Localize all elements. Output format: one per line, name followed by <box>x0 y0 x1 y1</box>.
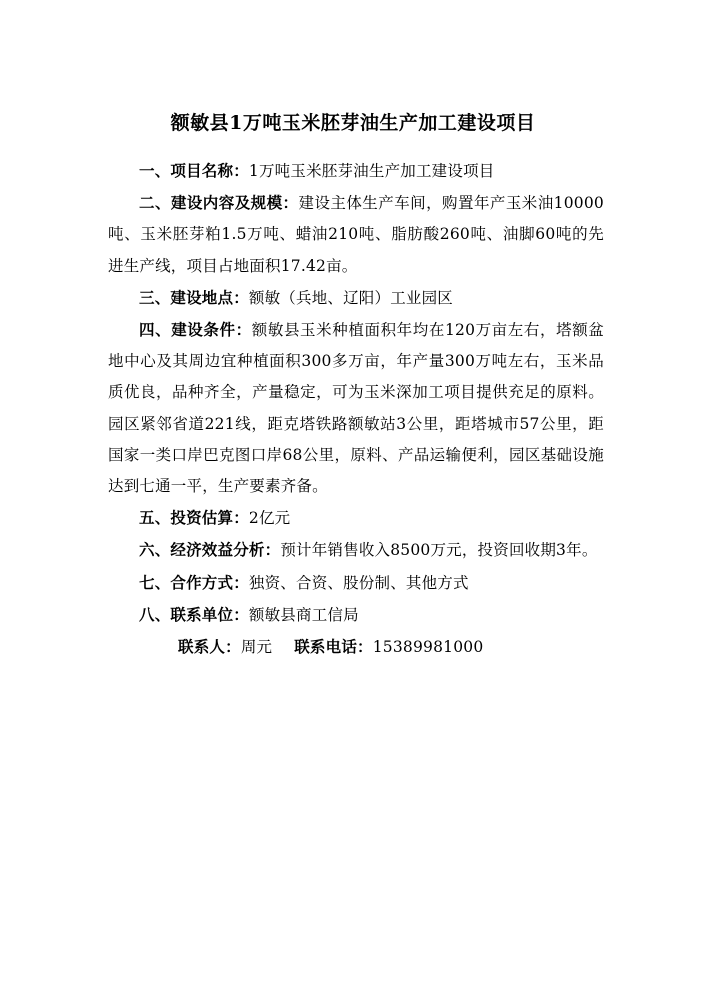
section-text: 额敏县商工信局 <box>248 605 359 624</box>
contact-person: 周元 <box>240 638 273 657</box>
section-text: 2亿元 <box>248 509 291 528</box>
contact-phone-label: 联系电话： <box>294 637 373 657</box>
section-label: 七、合作方式： <box>139 572 249 592</box>
section-text: 建设主体生产车间，购置年产玉米油10000吨、玉米胚芽粕1.5万吨、蜡油210吨、脂肪酸260吨、油脚60吨的先进生产线，项目占地面积17.42亩。 <box>108 194 604 275</box>
contact-line <box>108 631 604 663</box>
section-benefit-analysis <box>108 534 604 566</box>
contact-person-label: 联系人： <box>178 637 241 657</box>
section-construction-scale <box>108 187 604 282</box>
section-project-name <box>108 155 604 187</box>
section-location <box>108 282 604 314</box>
section-text: 1万吨玉米胚芽油生产加工建设项目 <box>248 162 495 180</box>
document-body <box>108 155 604 663</box>
section-text: 预计年销售收入8500万元，投资回收期3年。 <box>280 541 598 560</box>
section-label: 四、建设条件： <box>139 320 252 340</box>
section-investment <box>108 502 604 534</box>
section-label: 二、建设内容及规模： <box>139 193 299 213</box>
section-label: 六、经济效益分析： <box>139 540 281 560</box>
section-label: 八、联系单位： <box>139 604 249 624</box>
contact-phone: 15389981000 <box>372 638 484 657</box>
section-cooperation <box>108 567 604 599</box>
document-title: 额敏县1万吨玉米胚芽油生产加工建设项目 <box>170 112 536 134</box>
section-text: 独资、合资、股份制、其他方式 <box>248 573 469 592</box>
section-contact-unit <box>108 599 604 631</box>
section-label: 一、项目名称： <box>139 161 249 180</box>
section-label: 三、建设地点： <box>139 287 249 307</box>
section-label: 五、投资估算： <box>139 508 249 528</box>
section-text: 额敏（兵地、辽阳）工业园区 <box>248 288 454 307</box>
section-conditions <box>108 314 604 502</box>
section-text: 额敏县玉米种植面积年均在120万亩左右，塔额盆地中心及其周边宜种植面积300多万亩，年产量300万吨左右，玉米品质优良，品种齐全，产量稳定，可为玉米深加工项目提供充足的原料。园区紧邻省道221线，距克塔铁路额敏站3公里，距塔城市57公里，距国家一类口岸巴克图口岸68公里，原料、产品运输便利，园区基础设施达到七通一平，生产要素齐备。 <box>108 321 604 496</box>
